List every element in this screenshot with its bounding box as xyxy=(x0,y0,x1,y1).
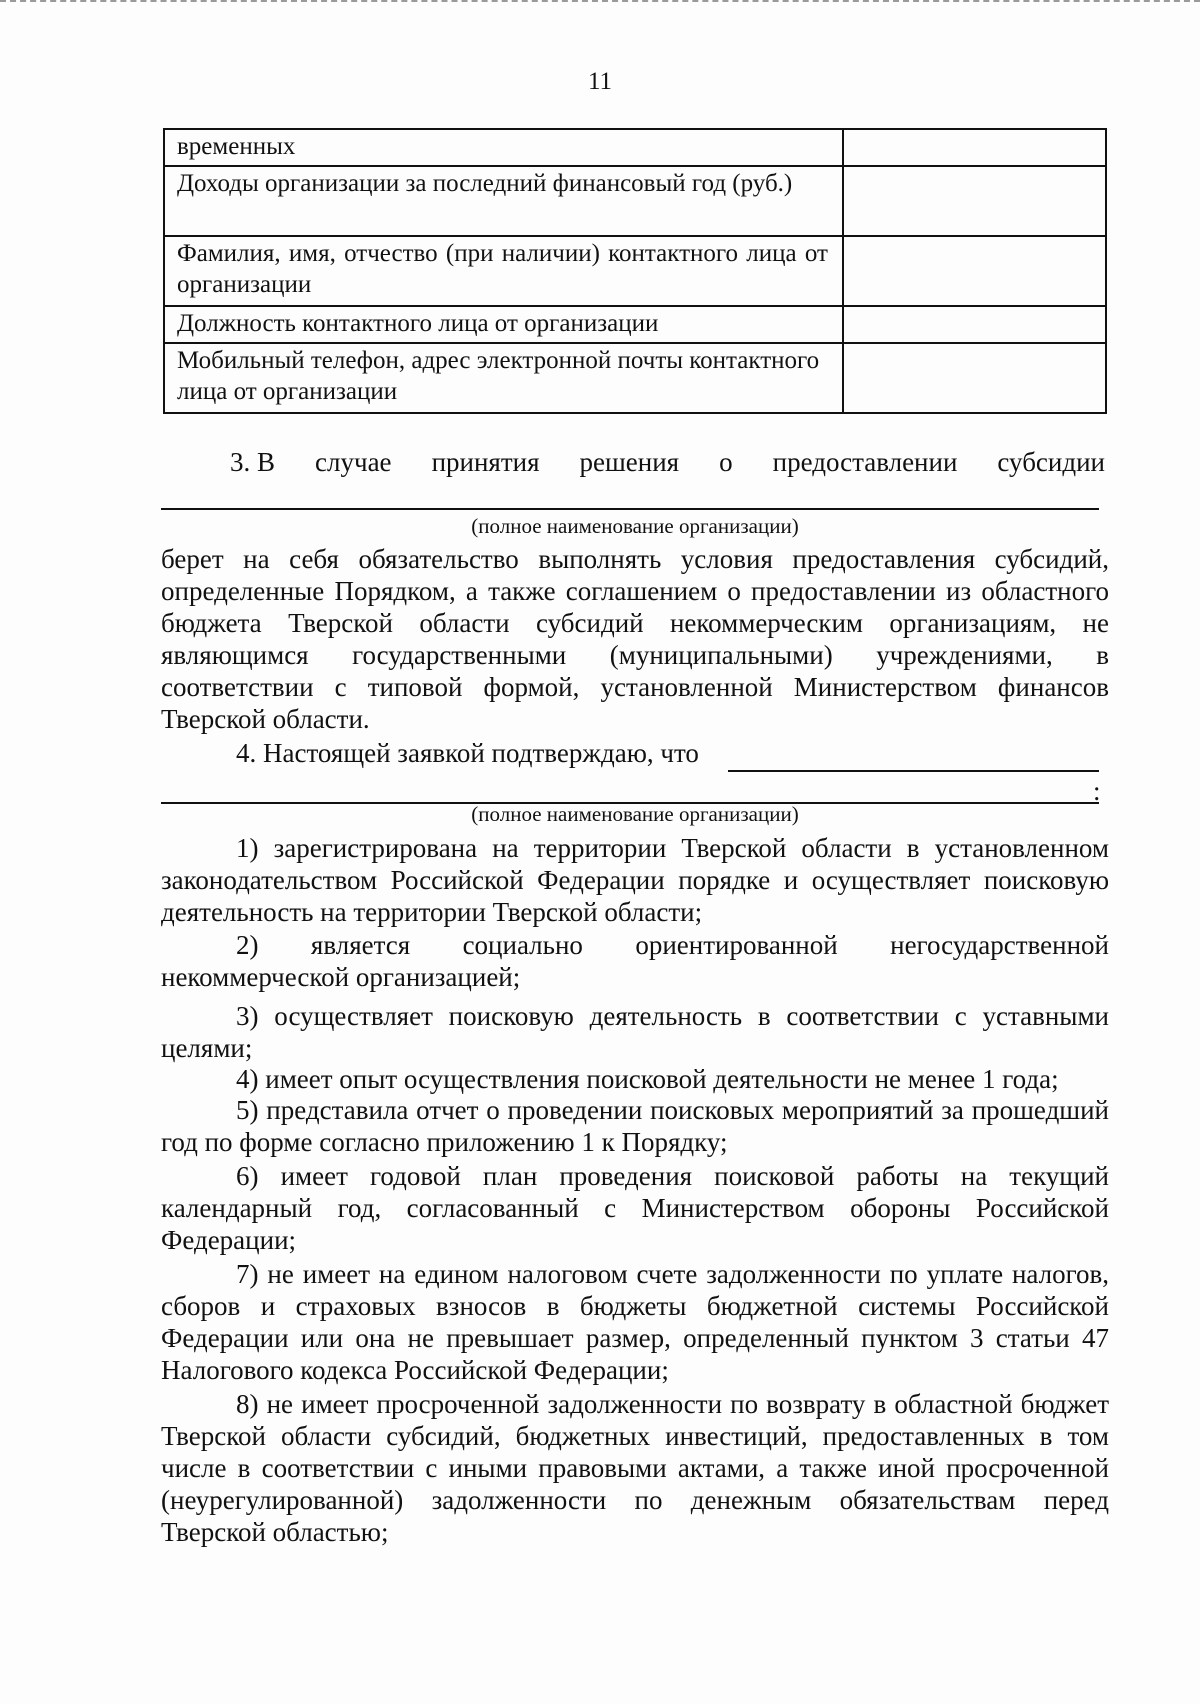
section3-word: субсидии xyxy=(997,447,1105,477)
section3-word: случае xyxy=(315,447,392,477)
table-cell-label: Должность контактного лица от организации xyxy=(164,306,843,343)
list-item: 6) имеет годовой план проведения поисковой работы на текущий календарный год, согласованный с Министерством обороны Российской Федерации; xyxy=(161,1161,1109,1255)
org-name-blank-line xyxy=(728,770,1099,772)
org-name-caption: (полное наименование организации) xyxy=(471,802,799,826)
list-item: 3) осуществляет поисковую деятельность в соответствии с уставными целями; xyxy=(161,1001,1109,1063)
page-top-edge xyxy=(0,0,1200,4)
list-item: 1) зарегистрирована на территории Тверской области в установленном законодательством Российской Федерации порядке и осуществляет поисковую деятельность на территории Тверской области; xyxy=(161,833,1109,927)
table-cell-label: временных xyxy=(164,129,843,166)
table-row xyxy=(164,129,1106,166)
org-name-caption: (полное наименование организации) xyxy=(471,514,799,538)
table-cell-label: Мобильный телефон, адрес электронной почты контактного лица от организации xyxy=(164,343,843,413)
table-cell-value xyxy=(843,306,1106,343)
table-row xyxy=(164,236,1106,306)
table-row xyxy=(164,166,1106,236)
page-number: 11 xyxy=(587,68,613,95)
table-cell-value xyxy=(843,129,1106,166)
table-row xyxy=(164,343,1106,413)
section3-body: берет на себя обязательство выполнять условия предоставления субсидий, определенные Порядком, а также соглашением о предоставлении из областного бюджета Тверской области субсидий некоммерческим организациям, не являющимся государственными (муниципальными) учреждениями, в соответствии с типовой формой, установленной Министерством финансов Тверской области. xyxy=(161,544,1109,734)
table-cell-label: Фамилия, имя, отчество (при наличии) контактного лица от организации xyxy=(164,236,843,306)
table-cell-value xyxy=(843,343,1106,413)
table-cell-value xyxy=(843,166,1106,236)
table-row xyxy=(164,306,1106,343)
section3-word: предоставлении xyxy=(772,447,958,477)
section3-word: решения xyxy=(579,447,680,477)
table-cell-label: Доходы организации за последний финансовый год (руб.) xyxy=(164,166,843,236)
list-item: 2) является социально ориентированной негосударственной некоммерческой организацией; xyxy=(161,930,1109,992)
section4-colon: : xyxy=(1093,776,1101,806)
organization-info-table xyxy=(163,128,1107,414)
section3-word: о xyxy=(719,447,733,477)
list-item: 7) не имеет на едином налоговом счете задолженности по уплате налогов, сборов и страховых взносов в бюджеты бюджетной системы Российской Федерации или она не превышает размер, определенный пунктом 3 статьи 47 Налогового кодекса Российской Федерации; xyxy=(161,1259,1109,1385)
list-item: 4) имеет опыт осуществления поисковой деятельности не менее 1 года; xyxy=(236,1064,1059,1094)
list-item: 5) представила отчет о проведении поисковых мероприятий за прошедший год по форме согласно приложению 1 к Порядку; xyxy=(161,1095,1109,1157)
section3-word: 3. В xyxy=(230,447,276,477)
section3-word: принятия xyxy=(431,447,540,477)
section3-heading-line xyxy=(230,446,1105,478)
list-item: 8) не имеет просроченной задолженности по возврату в областной бюджет Тверской области субсидий, бюджетных инвестиций, предоставленных в том числе в соответствии с иными правовыми актами, а также иной просроченной (неурегулированной) задолженности по денежным обязательствам перед Тверской областью; xyxy=(161,1389,1109,1547)
org-name-blank-line xyxy=(161,508,1099,510)
section4-intro: 4. Настоящей заявкой подтверждаю, что xyxy=(236,738,699,768)
table-cell-value xyxy=(843,236,1106,306)
